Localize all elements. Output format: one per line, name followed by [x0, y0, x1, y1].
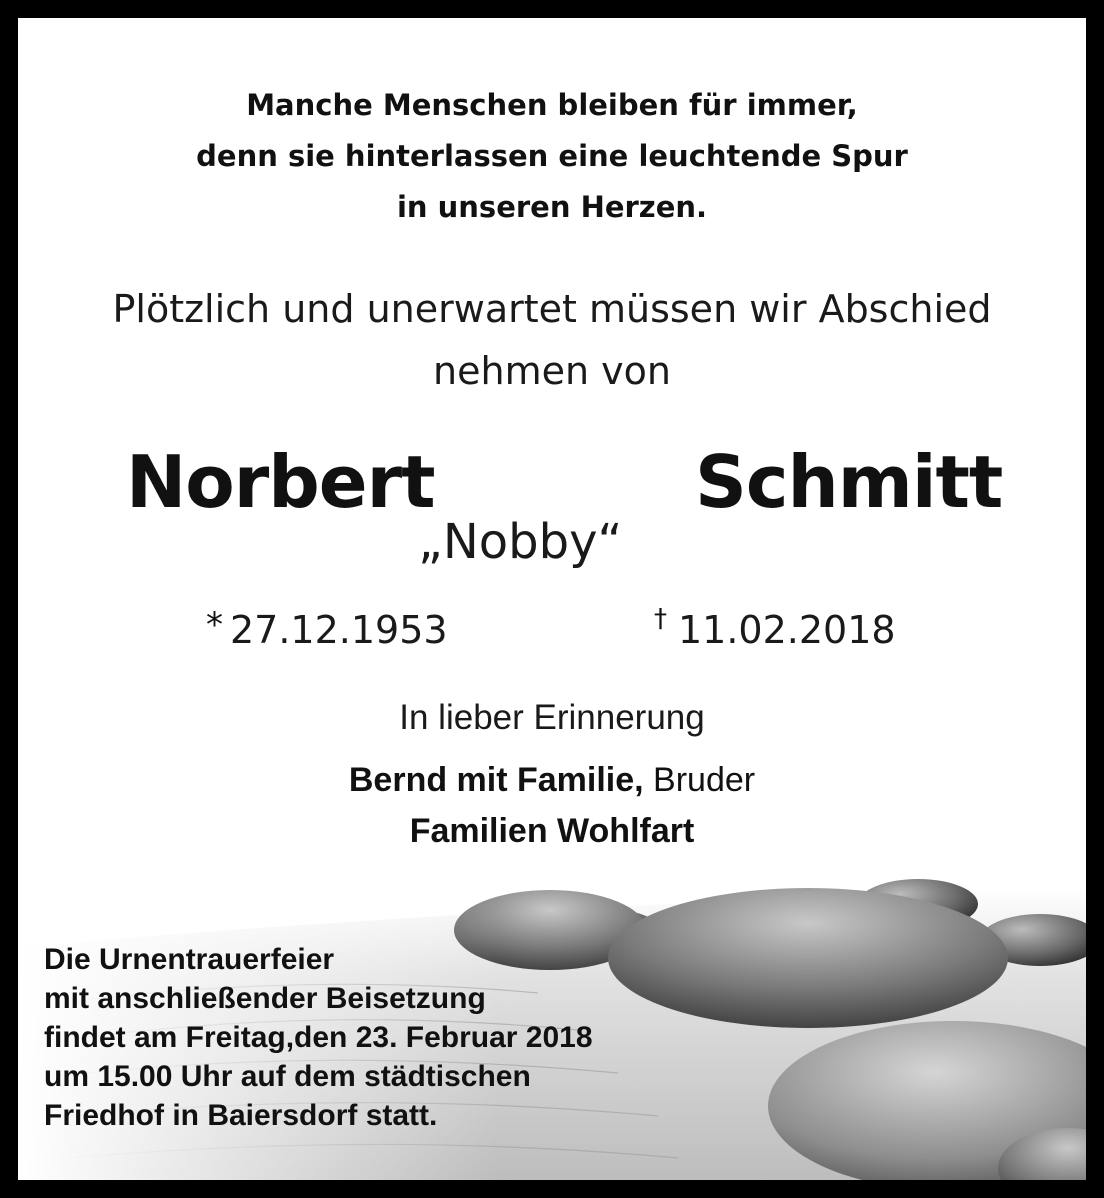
verse-line: in unseren Herzen. — [396, 190, 708, 224]
verse-line: denn sie hinterlassen eine leuchtende Spur — [196, 139, 908, 173]
mourner-line-1 — [18, 763, 1086, 797]
last-name: Schmitt — [695, 440, 1003, 524]
nickname: „Nobby“ — [418, 514, 623, 570]
funeral-line: mit anschließender Beisetzung — [44, 982, 486, 1015]
funeral-line: Friedhof in Baiersdorf statt. — [44, 1099, 438, 1132]
mourner-name: Bernd mit Familie, — [348, 761, 644, 799]
funeral-line: um 15.00 Uhr auf dem städtischen — [44, 1060, 531, 1093]
intro-line: nehmen von — [433, 349, 671, 393]
funeral-line: findet am Freitag,den 23. Februar 2018 — [44, 1021, 593, 1054]
first-name: Norbert — [126, 440, 435, 524]
intro-line: Plötzlich und unerwartet müssen wir Abschied — [112, 287, 992, 331]
death-symbol: † — [654, 604, 667, 634]
verse-line: Manche Menschen bleiben für immer, — [246, 88, 858, 122]
birth-date: 27.12.1953 — [230, 608, 448, 652]
verse — [18, 80, 1086, 233]
death-date: 11.02.2018 — [678, 608, 896, 652]
mourner-line-2: Familien Wohlfart — [409, 812, 695, 850]
memory-heading: In lieber Erinnerung — [399, 698, 705, 737]
funeral-line: Die Urnentrauerfeier — [44, 943, 335, 976]
funeral-details — [44, 940, 593, 1135]
birth-symbol: * — [206, 605, 223, 645]
mourner-relation: Bruder — [643, 761, 756, 799]
intro-text — [18, 278, 1086, 402]
